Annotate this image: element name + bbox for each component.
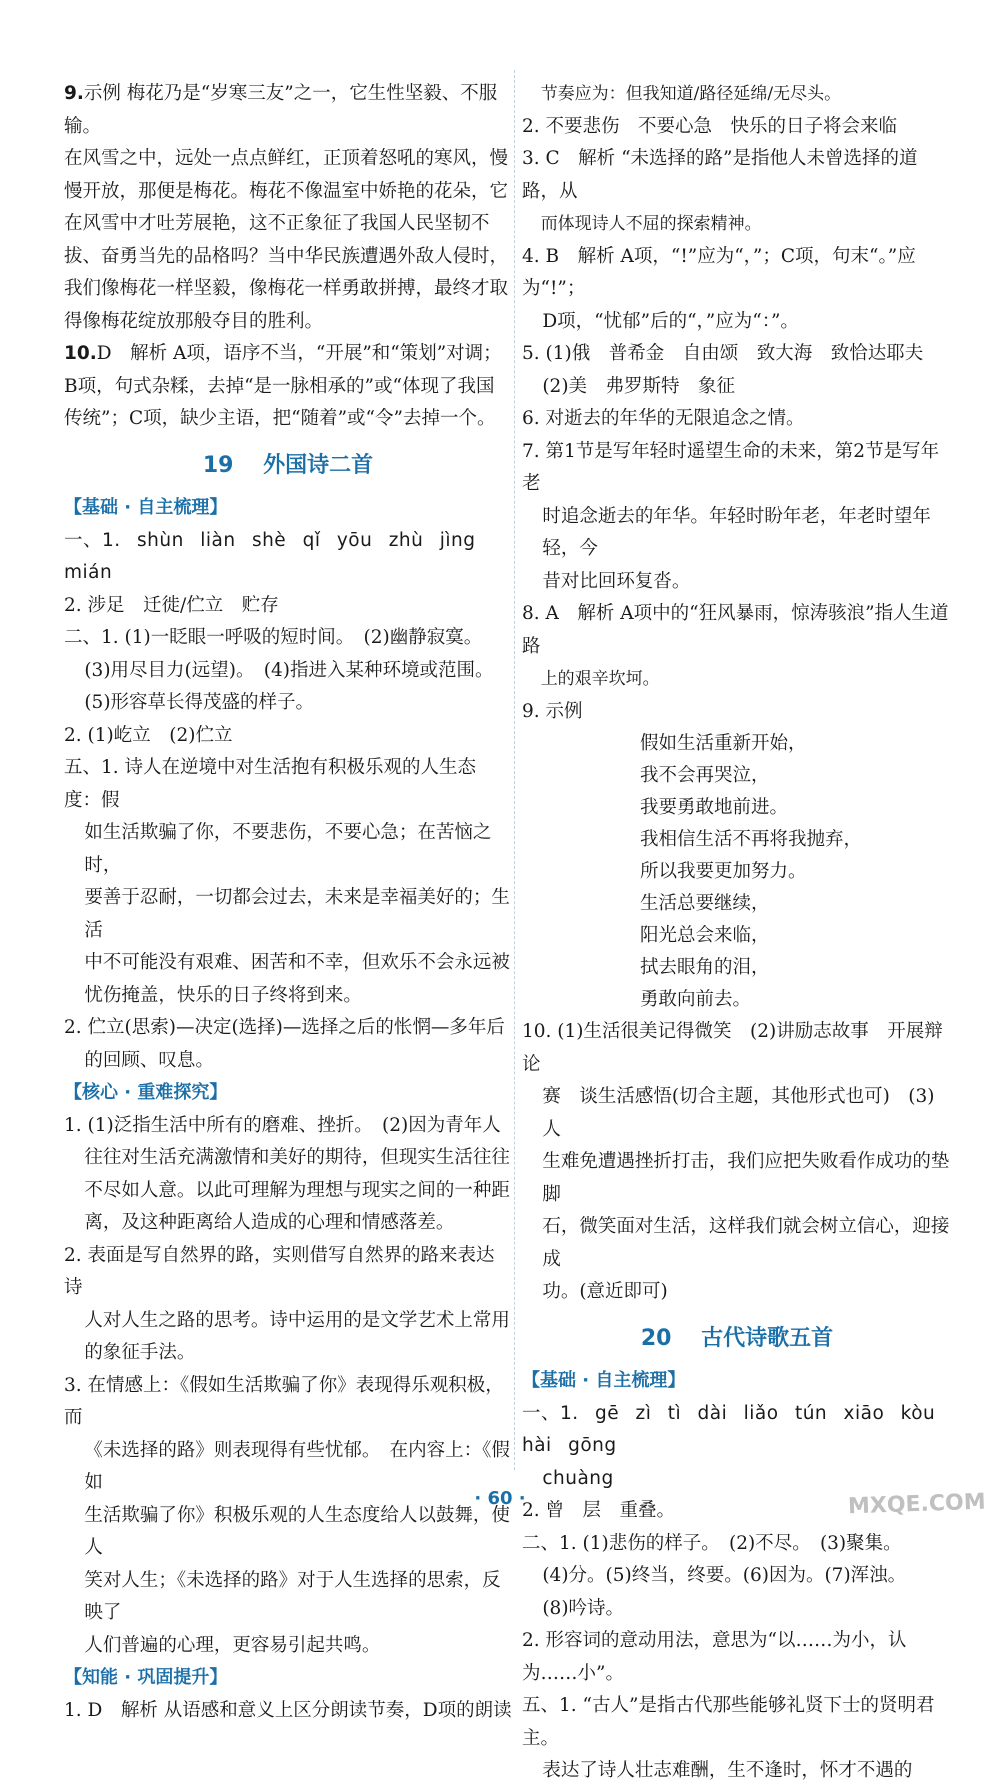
text-line	[64, 306, 512, 339]
line-text: 人对人生之路的思考。诗中运用的是文学艺术上常用	[84, 1309, 510, 1331]
poem-line: 拭去眼角的泪，	[640, 957, 770, 978]
line-text: 1. D 解析 从语感和意义上区分朗读节奏，D项的朗读	[64, 1699, 512, 1721]
text-line	[522, 208, 952, 241]
line-text: 时追念逝去的年华。年轻时盼年老，年老时望年轻，今	[542, 505, 931, 559]
line-text: D项，“忧郁”后的“，”应为“：”。	[542, 310, 799, 332]
line-text: 五、1. “古人”是指古代那些能够礼贤下士的贤明君主。	[522, 1695, 935, 1749]
line-text: 二、1. (1)一眨眼一呼吸的短时间。 (2)幽静寂寞。	[64, 627, 483, 648]
text-line	[64, 338, 512, 371]
line-text: 我们像梅花一样坚毅，像梅花一样勇敢拼搏，最终才取	[64, 278, 509, 299]
hexin-block	[64, 1110, 512, 1663]
text-line	[64, 817, 512, 882]
text-line	[64, 1175, 512, 1208]
text-line	[64, 525, 512, 590]
text-line	[522, 436, 952, 501]
text-line	[522, 1560, 952, 1593]
subheading-jichu: 【基础 · 自主梳理】	[64, 497, 228, 518]
text-line	[64, 1110, 512, 1143]
line-text: 7. 第1节是写年轻时遥望生命的未来，第2节是写年老	[522, 440, 940, 494]
line-text: (5)形容草长得茂盛的样子。	[84, 692, 315, 713]
text-line	[522, 338, 952, 371]
subheading-hexin: 【核心 · 重难探究】	[64, 1082, 228, 1103]
poem-line: 勇敢向前去。	[640, 989, 752, 1010]
text-line	[64, 241, 512, 274]
text-line	[522, 696, 952, 729]
text-line	[64, 1370, 512, 1435]
text-line	[522, 1755, 952, 1788]
line-text: 拔、奋勇当先的品格吗？当中华民族遭遇外敌人侵时，	[64, 245, 509, 267]
text-line	[522, 1016, 952, 1081]
poem-line: 我不会再哭泣，	[640, 765, 770, 786]
text-line	[64, 1630, 512, 1663]
text-line	[522, 1211, 952, 1276]
line-text: 上的艰辛坎坷。	[540, 669, 660, 689]
line-text: 人们普遍的心理，更容易引起共鸣。	[84, 1634, 381, 1656]
line-text: 五、1. 诗人在逆境中对生活抱有积极乐观的人生态度：假	[64, 757, 477, 811]
line-text: 要善于忍耐，一切都会过去，未来是幸福美好的；生活	[84, 887, 510, 941]
line-text: (8)吟诗。	[542, 1597, 625, 1619]
text-line	[64, 1565, 512, 1630]
answer-10-block	[64, 338, 512, 436]
line-text: 在风雪中才吐芳展艳，这不正象征了我国人民坚韧不	[64, 213, 490, 234]
text-line	[64, 1337, 512, 1370]
text-line	[64, 1240, 512, 1305]
poem-line: 假如生活重新开始，	[640, 733, 807, 754]
text-line	[64, 687, 512, 720]
line-text: 一、1. shùn liàn shè qǐ yōu zhù jìng mián	[64, 529, 476, 583]
text-line	[522, 1276, 952, 1309]
line-text: 2. 表面是写自然界的路，实则借写自然界的路来表达诗	[64, 1244, 495, 1298]
line-text: 二、1. (1)悲伤的样子。 (2)不尽。 (3)聚集。	[522, 1532, 902, 1554]
line-text: 如生活欺骗了你，不要悲伤，不要心急；在苦恼之时，	[84, 822, 492, 876]
line-text: 的回顾、叹息。	[84, 1049, 214, 1071]
text-line	[64, 947, 512, 980]
right-column	[522, 78, 952, 1788]
answer-9-block	[64, 78, 512, 338]
line-text: 2. 不要悲伤 不要心急 快乐的日子将会来临	[522, 115, 898, 137]
section-name: 古代诗歌五首	[701, 1325, 834, 1351]
text-line	[522, 663, 952, 696]
question-number: 10.	[64, 343, 97, 364]
text-line	[522, 1528, 952, 1561]
line-text: 9. 示例	[522, 700, 583, 722]
line-text: chuàng	[542, 1467, 614, 1489]
text-line	[522, 371, 952, 404]
section-20-title	[522, 1323, 952, 1356]
line-text: 不尽如人意。以此可理解为理想与现实之间的一种距	[84, 1179, 510, 1201]
subheading-jichu: 【基础 · 自主梳理】	[522, 1370, 686, 1391]
text-line	[64, 1142, 512, 1175]
poem-line: 我要勇敢地前进。	[640, 797, 789, 818]
line-text: 6. 对逝去的年华的无限追念之情。	[522, 408, 805, 429]
text-line	[64, 1012, 512, 1045]
section-19-title	[64, 450, 512, 483]
line-text: 忧伤掩盖，快乐的日子终将到来。	[84, 984, 362, 1006]
line-text: 2. 伫立(思索)—决定(选择)—选择之后的怅惘—多年后	[64, 1017, 505, 1038]
page-number: · 60 ·	[474, 1488, 526, 1509]
line-text: 赛 谈生活感悟(切合主题，其他形式也可) (3)人	[542, 1086, 935, 1140]
text-line	[522, 78, 952, 111]
line-text: B项，句式杂糅，去掉“是一脉相承的”或“体现了我国	[64, 375, 495, 397]
text-line	[64, 78, 512, 143]
text-line	[64, 208, 512, 241]
text-line	[64, 1305, 512, 1338]
line-text: 《未选择的路》则表现得有些忧郁。 在内容上：《假如	[84, 1439, 510, 1493]
poem-line: 所以我要更加努力。	[640, 861, 807, 882]
text-line	[522, 1398, 952, 1463]
line-text: 2. (1)屹立 (2)伫立	[64, 724, 233, 746]
line-text: 的象征手法。	[84, 1342, 196, 1363]
line-text: 2. 涉足 迁徙/伫立 贮存	[64, 594, 279, 616]
text-line	[64, 590, 512, 623]
line-text: (4)分。(5)终当，终要。(6)因为。(7)浑浊。	[542, 1565, 907, 1586]
text-line	[64, 273, 512, 306]
line-text: 3. C 解析 “未选择的路”是指他人未曾选择的道路，从	[522, 148, 918, 202]
text-line	[64, 1045, 512, 1078]
text-line	[64, 720, 512, 753]
section-name: 外国诗二首	[263, 452, 374, 478]
text-line	[64, 980, 512, 1013]
poem-line: 阳光总会来临，	[640, 925, 770, 946]
line-text: 得像梅花绽放那般夺目的胜利。	[64, 310, 324, 332]
text-line	[522, 1625, 952, 1690]
text-line	[522, 566, 952, 599]
poem-line: 生活总要继续，	[640, 893, 770, 914]
line-text: D 解析 A项，语序不当，“开展”和“策划”对调；	[96, 343, 502, 364]
watermark-logo: MXQE.COM	[847, 1489, 987, 1520]
line-text: 往往对生活充满激情和美好的期待，但现实生活往往	[84, 1147, 510, 1168]
line-text: 而体现诗人不屈的探索精神。	[540, 214, 762, 234]
text-line	[64, 1207, 512, 1240]
line-text: 生活欺骗了你》积极乐观的人生态度给人以鼓舞，使人	[84, 1504, 510, 1558]
left-column	[64, 78, 512, 1727]
line-text: (3)用尽目力(远望)。 (4)指进入某种环境或范围。	[84, 659, 494, 681]
line-text: 昔对比回环复沓。	[542, 570, 691, 592]
text-line	[64, 622, 512, 655]
line-text: 1. (1)泛指生活中所有的磨难、挫折。 (2)因为青年人	[64, 1114, 501, 1136]
text-line	[522, 1593, 952, 1626]
line-text: (2)美 弗罗斯特 象征	[542, 375, 736, 397]
text-line	[64, 752, 512, 817]
jichu-block	[522, 1398, 952, 1788]
text-line	[522, 306, 952, 339]
line-text: 2. 形容词的意动用法，意思为“以……为小，认为……小”。	[522, 1630, 907, 1684]
text-line	[64, 403, 512, 436]
line-text: 3. 在情感上：《假如生活欺骗了你》表现得乐观积极，而	[64, 1374, 504, 1428]
line-text: 笑对人生；《未选择的路》对于人生选择的思索，反映了	[84, 1569, 501, 1623]
line-text: 传统”；C项，缺少主语，把“随着”或“令”去掉一个。	[64, 408, 496, 429]
line-text: 节奏应为：但我知道/路径延绵/无尽头。	[540, 84, 842, 104]
jichu-block	[64, 525, 512, 1078]
text-line	[522, 598, 952, 663]
text-line	[64, 1500, 512, 1565]
example-poem	[522, 728, 952, 1016]
line-text: 示例 梅花乃是“岁寒三友”之一，它生性坚毅、不服输。	[64, 83, 498, 137]
line-text: 功。(意近即可)	[542, 1281, 668, 1302]
line-text: 表达了诗人壮志难酬，生不逢时，怀才不遇的	[542, 1760, 913, 1781]
text-line	[522, 403, 952, 436]
line-text: 生难免遭遇挫折打击，我们应把失败看作成功的垫脚	[542, 1151, 950, 1205]
text-line	[522, 501, 952, 566]
line-text: 4. B 解析 A项，“!”应为“，”；C项，句末“。”应为“!”；	[522, 245, 916, 299]
line-text: 5. (1)俄 普希金 自由颂 致大海 致恰达耶夫	[522, 343, 924, 364]
line-text: 离，及这种距离给人造成的心理和情感落差。	[84, 1212, 455, 1233]
line-text: 中不可能没有艰难、困苦和不幸，但欢乐不会永远被	[84, 952, 510, 973]
zhineng-block	[64, 1695, 512, 1728]
text-line	[64, 1695, 512, 1728]
line-text: 在风雪之中，远处一点点鲜红，正顶着怒吼的寒风，慢	[64, 148, 509, 169]
text-line	[64, 655, 512, 688]
answers-block	[522, 78, 952, 728]
line-text: 10. (1)生活很美记得微笑 (2)讲励志故事 开展辩论	[522, 1021, 943, 1075]
text-line	[64, 143, 512, 176]
line-text: 8. A 解析 A项中的“狂风暴雨，惊涛骇浪”指人生道路	[522, 603, 949, 657]
line-text: 石，微笑面对生活，这样我们就会树立信心，迎接成	[542, 1216, 950, 1270]
text-line	[522, 241, 952, 306]
subheading-zhineng: 【知能 · 巩固提升】	[64, 1667, 228, 1688]
text-line	[522, 1081, 952, 1146]
line-text: 2. 曾 层 重叠。	[522, 1500, 676, 1521]
text-line	[64, 882, 512, 947]
text-line	[64, 176, 512, 209]
text-line	[64, 371, 512, 404]
text-line	[522, 1146, 952, 1211]
answer-10-block	[522, 1016, 952, 1309]
line-text: 一、1. gē zì tì dài liǎo tún xiāo kòu hài gōng	[522, 1402, 936, 1456]
line-text: 慢开放，那便是梅花。梅花不像温室中娇艳的花朵，它	[64, 180, 509, 202]
column-divider	[514, 70, 515, 1470]
section-number: 20	[640, 1325, 672, 1351]
section-number: 19	[202, 452, 234, 478]
question-number: 9.	[64, 83, 84, 104]
text-line	[522, 143, 952, 208]
text-line	[522, 111, 952, 144]
poem-line: 我相信生活不再将我抛弃，	[640, 829, 863, 850]
text-line	[522, 1690, 952, 1755]
